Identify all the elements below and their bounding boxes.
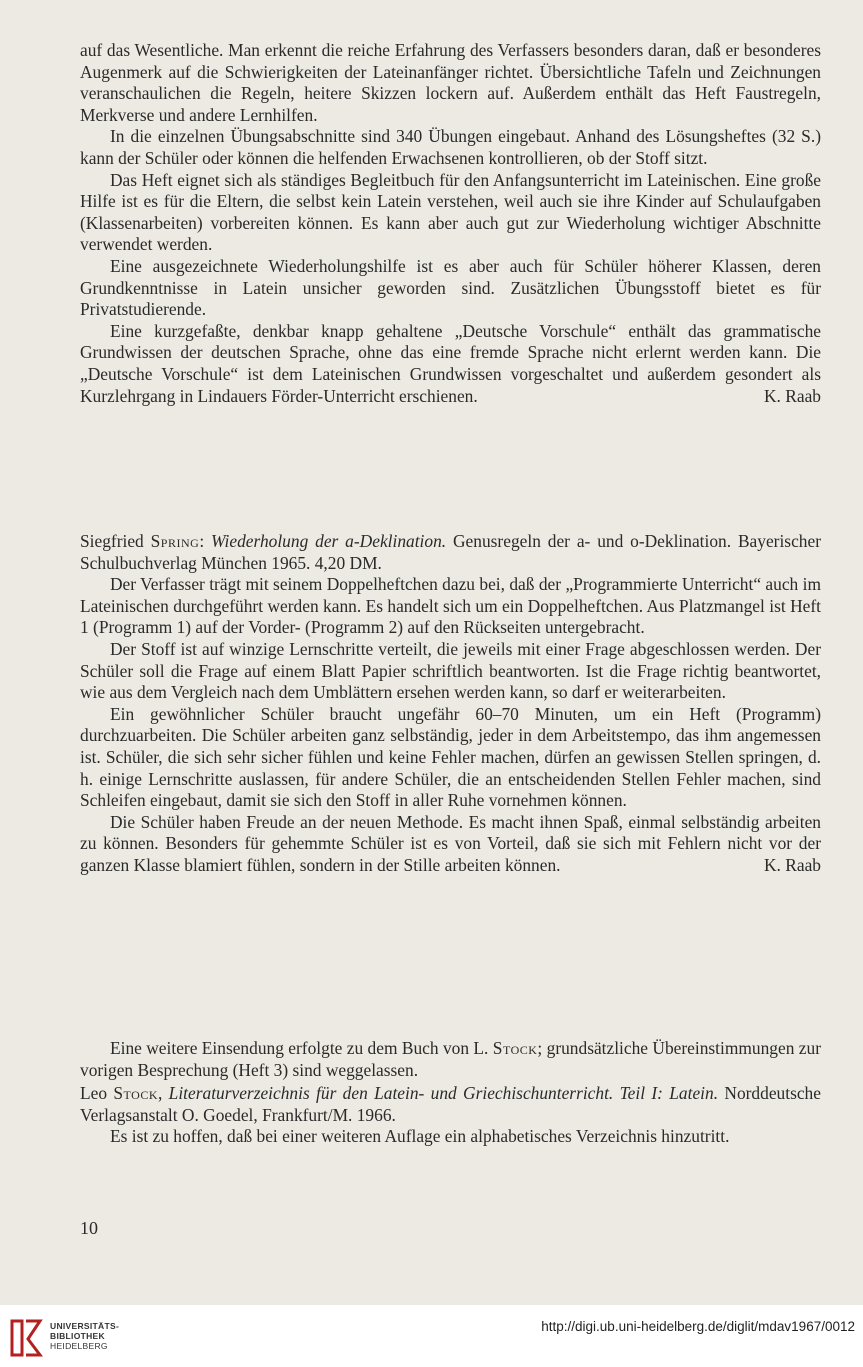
library-name-line: HEIDELBERG xyxy=(50,1341,108,1351)
paragraph-text: Eine kurzgefaßte, denkbar knapp gehaltene „Deutsche Vorschule“ enthält das grammatische Grundwissen der deutschen Sprache, ohne das eine fremde Sprache nicht erlernt werden kann. Die „Deutsche Vorschule“ ist dem Lateinischen Grundwissen vorgeschaltet und außerdem gesondert als Kurzlehrgang in Lindauers Förder-Unterricht erschienen. xyxy=(80,320,821,406)
author-name: Stock xyxy=(492,1038,538,1058)
paragraph-text: Die Schüler haben Freude an der neuen Methode. Es macht ihnen Spaß, einmal selbständig arbeiten zu können. Besonders für gehemmte Schüler ist es von Vorteil, daß sie sich mit Fehlern nicht vor der ganzen Klasse blamiert fühlen, sondern in der Stille arbeiten können. xyxy=(80,811,821,875)
paragraph: auf das Wesentliche. Man erkennt die reiche Erfahrung des Verfassers besonders daran, daß er besonderes Augenmerk auf die Schwierigkeiten der Lateinanfänger richtet. Übersichtliche Tafeln und Zeichnungen veranschaulichen die Regeln, heitere Skizzen lockern auf. Außerdem enthält das Heft Faustregeln, Merkverse und andere Lernhilfen. xyxy=(80,40,821,125)
paragraph: Es ist zu hoffen, daß bei einer weiteren Auflage ein alphabetisches Verzeichnis hinzutritt. xyxy=(110,1126,730,1147)
paragraph: In die einzelnen Übungsabschnitte sind 340 Übungen eingebaut. Anhand des Lösungsheftes (32 S.) kann der Schüler oder können die helfenden Erwachsenen kontrollieren, ob der Stoff sitzt. xyxy=(80,126,821,168)
book-title: Wiederholung der a-Deklination. xyxy=(211,531,447,551)
book-title: Literaturverzeichnis für den Latein- und Griechischunterricht. Teil I: Latein. xyxy=(168,1083,719,1103)
review-block-1 xyxy=(80,40,821,407)
review-block-2 xyxy=(80,531,821,877)
note-text: Eine weitere Einsendung erfolgte zu dem Buch von L. xyxy=(110,1038,489,1058)
author-first-name: Leo xyxy=(80,1083,108,1103)
paragraph: Der Stoff ist auf winzige Lernschritte verteilt, die jeweils mit einer Frage abgeschlossen werden. Der Schüler soll die Frage auf einem Blatt Papier schriftlich beantworten. Ist die Frage richtig beantwortet, wie aus dem Vergleich nach dem Umblättern ersehen werden kann, so darf er weiterarbeiten. xyxy=(80,638,821,703)
page-number: 10 xyxy=(80,1218,98,1238)
library-name xyxy=(50,1321,119,1351)
bibliographic-entry: Siegfried Spring: Wiederholung der a-Deklination. Genusregeln der a- und o-Deklination. Bayerischer Schulbuchverlag München 1965. 4,20 DM. xyxy=(80,531,821,573)
paragraph xyxy=(80,812,821,877)
publication-details: Norddeutsche Verlagsanstalt O. Goedel, Frankfurt/M. 1966. xyxy=(80,1083,821,1125)
note-text-continued: ; grundsätzliche Übereinstimmungen zur vorigen Besprechung (Heft 3) sind weggelassen. xyxy=(80,1038,821,1080)
library-name-line: BIBLIOTHEK xyxy=(50,1331,105,1341)
paragraph xyxy=(80,321,821,407)
paragraph: Eine ausgezeichnete Wiederholungshilfe ist es aber auch für Schüler höherer Klassen, deren Grundkenntnisse in Latein unsicher geworden sind. Zusätzlichen Übungsstoff bietet es für Privatstudierende. xyxy=(80,255,821,320)
reviewer-signature: K. Raab xyxy=(764,854,821,875)
publication-details: Genusregeln der a- und o-Deklination. Bayerischer Schulbuchverlag München 1965. 4,20 DM. xyxy=(80,531,821,573)
library-logo-icon xyxy=(8,1315,44,1359)
source-url-link[interactable]: http://digi.ub.uni-heidelberg.de/diglit/mdav1967/0012 xyxy=(541,1319,855,1334)
paragraph: Ein gewöhnlicher Schüler braucht ungefähr 60–70 Minuten, um ein Heft (Programm) durchzuarbeiten. Die Schüler arbeiten ganz selbständig, jeder in dem Arbeitstempo, das ihm angemessen ist. Schüler, die sich sehr sicher fühlen und keine Fehler machen, dürfen an gewissen Stellen springen, d. h. einige Lernschritte auslassen, für andere Schüler, die an entscheidenden Stellen Fehler machen, sind Schleifen eingebaut, damit sie sich den Stoff in aller Ruhe vornehmen können. xyxy=(80,703,821,811)
review-block-3 xyxy=(80,1083,821,1148)
author-first-name: Siegfried xyxy=(80,531,144,551)
digitization-footer xyxy=(0,1305,863,1367)
author-last-name: Stock xyxy=(113,1083,158,1103)
library-name-line: UNIVERSITÄTS- xyxy=(50,1321,120,1331)
paragraph xyxy=(80,1038,821,1081)
bibliographic-entry: Leo Stock, Literaturverzeichnis für den Latein- und Griechischunterricht. Teil I: Latein. Norddeutsche Verlagsanstalt O. Goedel, Frankfurt/M. 1966. xyxy=(80,1083,821,1125)
author-last-name: Spring xyxy=(150,531,200,551)
paragraph: Das Heft eignet sich als ständiges Begleitbuch für den Anfangsunterricht im Lateinischen. Eine große Hilfe ist es für die Eltern, die selbst kein Latein verstehen, weil auch sie ihre Kinder auf Schulaufgaben (Klassenarbeiten) vorbereiten können. Es kann aber auch gut zur Wiederholung wichtiger Abschnitte verwendet werden. xyxy=(80,169,821,255)
note-block xyxy=(80,1038,821,1081)
paragraph: Der Verfasser trägt mit seinem Doppelheftchen dazu bei, daß der „Programmierte Unterricht“ auch im Lateinischen durchgeführt werden kann. Es handelt sich um ein Doppelheftchen. Aus Platzmangel ist Heft 1 (Programm 1) auf der Vorder- (Programm 2) auf den Rückseiten untergebracht. xyxy=(80,574,821,638)
reviewer-signature: K. Raab xyxy=(764,385,821,406)
